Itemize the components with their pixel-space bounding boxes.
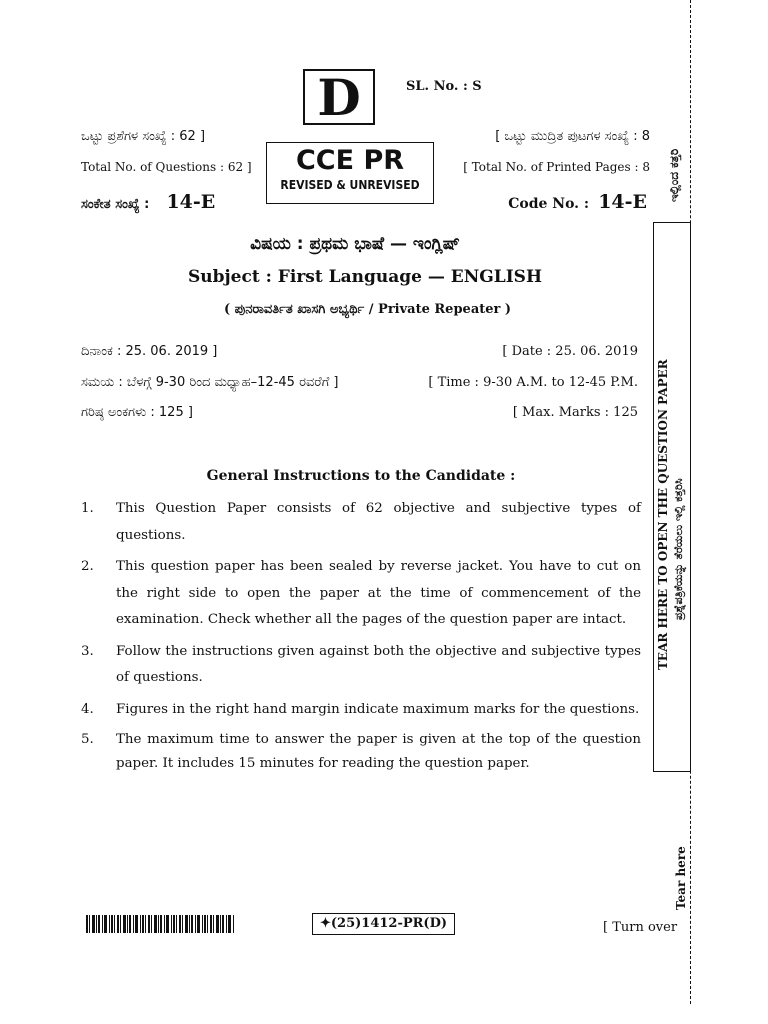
instruction-text: This Question Paper consists of 62 objective and subjective types of questions.	[116, 501, 641, 543]
paper-code-box: D	[303, 69, 375, 125]
total-pages-kn: [ ಒಟ್ಟು ಮುದ್ರಿತ ಪುಟಗಳ ಸಂಖ್ಯೆ : 8	[495, 129, 650, 144]
instructions-title: General Instructions to the Candidate :	[206, 468, 516, 484]
instruction-number: 2.	[81, 559, 94, 574]
cce-box	[266, 142, 434, 204]
total-questions-kn: ಒಟ್ಟು ಪ್ರಶೆಗಳ ಸಂಖ್ಯೆ : 62 ]	[81, 129, 206, 144]
candidate-type: ( ಪುನರಾವರ್ತಿತ ಖಾಸಗಿ ಅಭ್ಯರ್ಥಿ / Private Repeater )	[223, 302, 512, 317]
cce-title: CCE PR	[295, 145, 405, 176]
code-number-en	[508, 191, 647, 213]
instruction-number: 1.	[81, 501, 94, 516]
subject-en: Subject : First Language — ENGLISH	[187, 267, 543, 287]
date-en: [ Date : 25. 06. 2019	[502, 344, 638, 359]
instruction-text: This question paper has been sealed by reverse jacket. You have to cut on the right side to open the paper at the time of commencement of the examination. Check whether all the pages of the question paper are intact.	[116, 559, 641, 627]
total-questions-en: Total No. of Questions : 62 ]	[81, 160, 252, 174]
marks-kn: ಗರಿಷ್ಠ ಅಂಕಗಳು : 125 ]	[81, 405, 193, 420]
barcode	[86, 915, 264, 933]
code-value-kn: 14-E	[166, 191, 216, 213]
turn-over-label: [ Turn over	[603, 920, 678, 935]
instruction-text: The maximum time to answer the paper is given at the top of the question paper. It includes 15 minutes for reading the question paper.	[116, 732, 641, 771]
instructions-list	[81, 496, 641, 776]
code-value-en: 14-E	[598, 191, 647, 213]
date-kn: ದಿನಾಂಕ : 25. 06. 2019 ]	[81, 344, 218, 359]
code-label-kn: ಸಂಕೇತ ಸಂಖ್ಯೆ :	[81, 197, 150, 212]
instruction-text: Figures in the right hand margin indicate maximum marks for the questions.	[116, 701, 640, 717]
cut-here-kn: ಇಲ್ಲಿಂದ ಕತ್ತರಿ	[667, 148, 681, 202]
marks-en: [ Max. Marks : 125	[512, 405, 638, 420]
time-kn: ಸಮಯ : ಬೆಳಗ್ಗೆ 9-30 ರಿಂದ ಮಧ್ಯಾಹ–12-45 ರವರೆಗೆ ]	[81, 375, 339, 390]
instruction-item	[81, 554, 641, 634]
cce-subtitle: REVISED & UNREVISED	[280, 178, 420, 192]
subject-kn: ವಿಷಯ : ಪ್ರಥಮ ಭಾಷೆ — ಇಂಗ್ಲಿಷ್	[250, 234, 460, 254]
paper-footer-code: ✦(25)1412-PR(D)	[312, 913, 455, 935]
instruction-number: 3.	[81, 643, 94, 659]
serial-number: SL. No. : S	[406, 79, 482, 94]
tear-here-en: TEAR HERE TO OPEN THE QUESTION PAPER	[656, 359, 670, 670]
instruction-item	[81, 697, 641, 724]
instruction-item	[81, 728, 641, 776]
code-number-kn	[81, 191, 215, 213]
total-pages-en: [ Total No. of Printed Pages : 8	[463, 160, 650, 174]
instruction-item	[81, 639, 641, 692]
instruction-text: Follow the instructions given against both the objective and subjective types of questions.	[116, 643, 641, 685]
tear-here-label: Tear here	[674, 846, 688, 910]
tear-here-kn: ಪ್ರಶ್ನೆಪತ್ರಿಕೆಯನ್ನು ತೆರೆಯಲು ಇಲ್ಲಿ ಕತ್ತರಿಸಿ	[672, 478, 685, 620]
instruction-number: 4.	[81, 701, 94, 717]
code-label-en: Code No. :	[508, 196, 590, 212]
time-en: [ Time : 9-30 A.M. to 12-45 P.M.	[428, 375, 638, 390]
instruction-item	[81, 496, 641, 549]
instruction-number: 5.	[81, 732, 94, 747]
